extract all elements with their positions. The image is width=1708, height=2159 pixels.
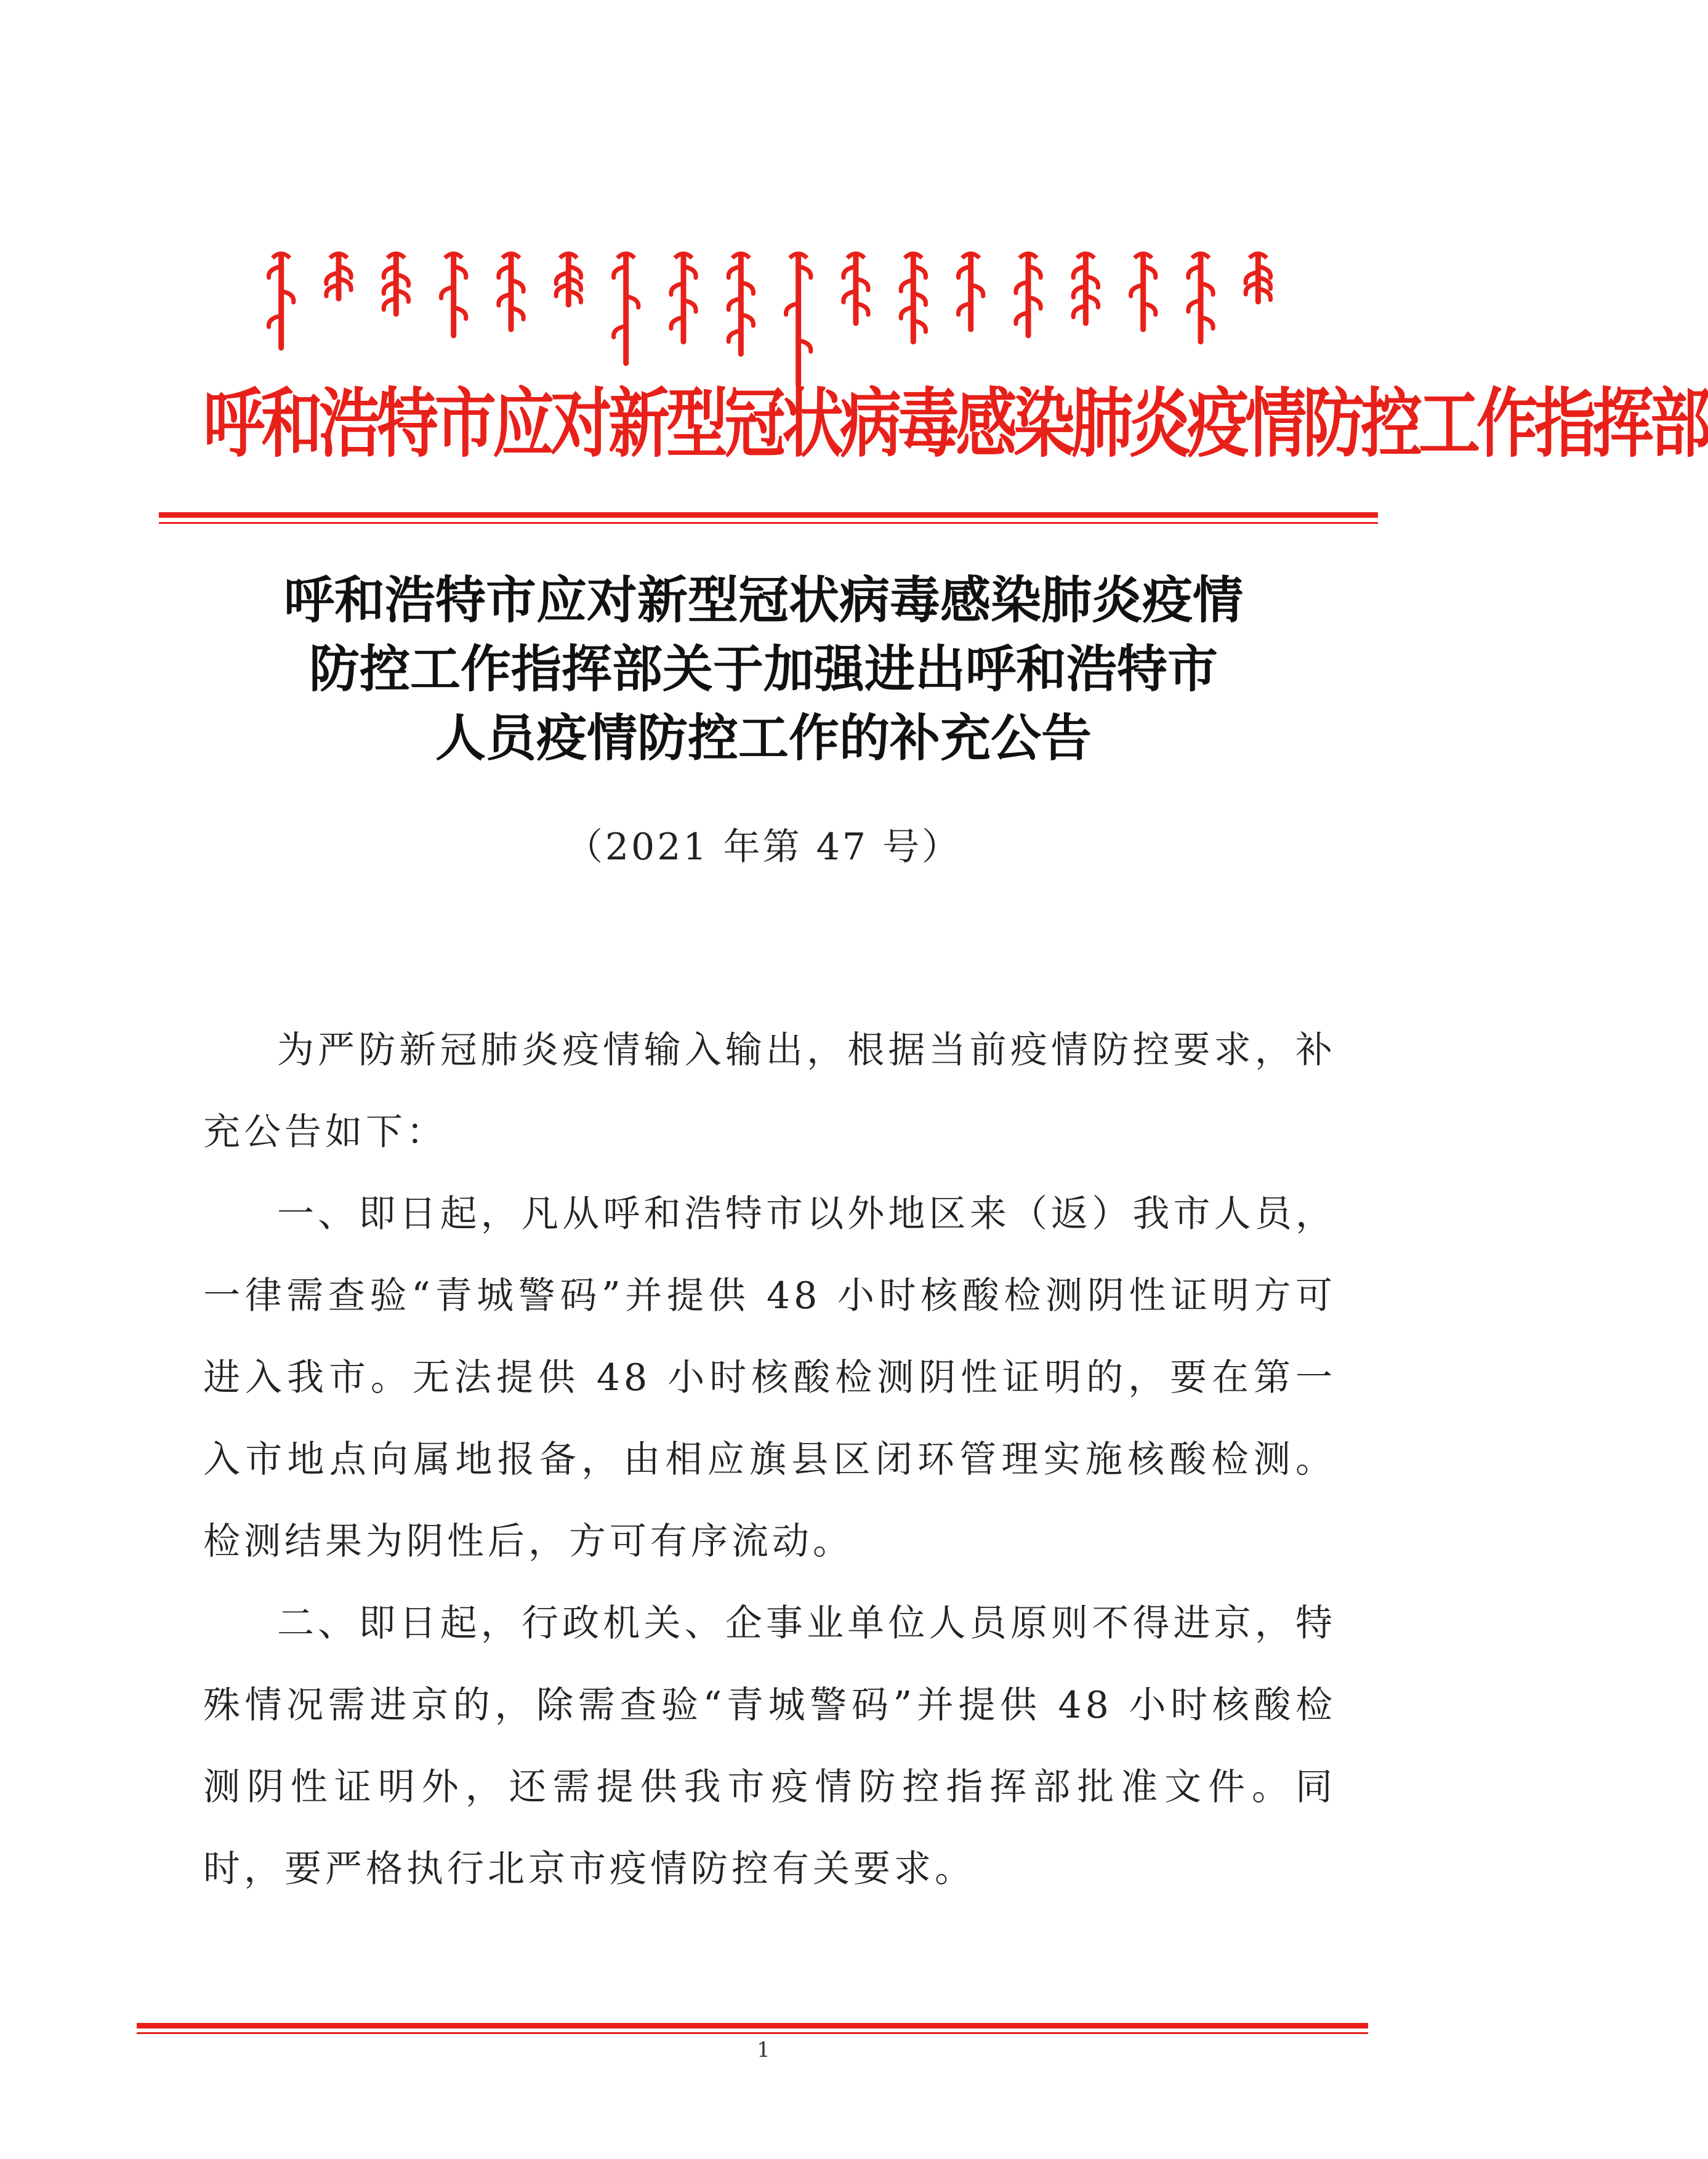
title-line-2: 防控工作指挥部关于加强进出呼和浩特市 [308,640,1218,699]
mongolian-glyph-column [959,254,983,329]
body-paragraph-item-1: 一、即日起，凡从呼和浩特市以外地区来（返）我市人员，一律需查验“青城警码”并提供 48 小时核酸检测阴性证明方可进入我市。无法提供 48 小时核酸检测阴性证明的，要在第一入市地点向属地报备，由相应旗县区闭环管理实施核酸检测。检测结果为阴性后，方可有序流动。 [203,1192,1336,1563]
mongolian-glyph-column [844,254,868,323]
mongolian-glyph-column [1016,254,1041,336]
mongolian-script-glyphs [252,243,1287,379]
header-rule-thin [159,522,1378,524]
mongolian-glyph-column [326,254,351,299]
body-paragraph-intro: 为严防新冠肺炎疫情输入输出，根据当前疫情防控要求，补充公告如下： [203,1029,1336,1154]
mongolian-script-heading [252,243,1287,379]
mongolian-glyph-column [901,254,925,342]
header-rule-thick [159,512,1378,518]
footer-rule-thick [137,2023,1368,2028]
mongolian-glyph-column [1073,254,1098,323]
footer-rule-thin [137,2032,1368,2034]
mongolian-glyph-column [1131,254,1156,329]
mongolian-glyph-column [1246,254,1270,302]
agency-name-heading: 呼和浩特市应对新型冠状病毒感染肺炎疫情防控工作指挥部 [203,380,1708,468]
title-line-3: 人员疫情防控工作的补充公告 [435,709,1092,768]
mongolian-glyph-column [384,254,408,314]
document-title [148,566,1379,773]
mongolian-glyph-column [269,254,294,348]
mongolian-glyph-column [728,254,753,354]
mongolian-glyph-column [786,254,811,385]
page-number: 1 [757,2038,770,2062]
mongolian-glyph-column [614,254,638,363]
document-number: （2021 年第 47 号） [565,826,962,869]
document-body [203,1010,1336,1910]
mongolian-glyph-column [671,254,696,342]
mongolian-glyph-column [1188,254,1213,342]
mongolian-glyph-column [441,254,466,336]
mongolian-glyph-column [556,254,581,305]
mongolian-glyph-column [499,254,523,329]
title-line-1: 呼和浩特市应对新型冠状病毒感染肺炎疫情 [283,571,1243,630]
body-paragraph-item-2: 二、即日起，行政机关、企事业单位人员原则不得进京，特殊情况需进京的，除需查验“青城警码”并提供 48 小时核酸检测阴性证明外，还需提供我市疫情防控指挥部批准文件。同时，要严格执行北京市疫情防控有关要求。 [203,1602,1336,1891]
